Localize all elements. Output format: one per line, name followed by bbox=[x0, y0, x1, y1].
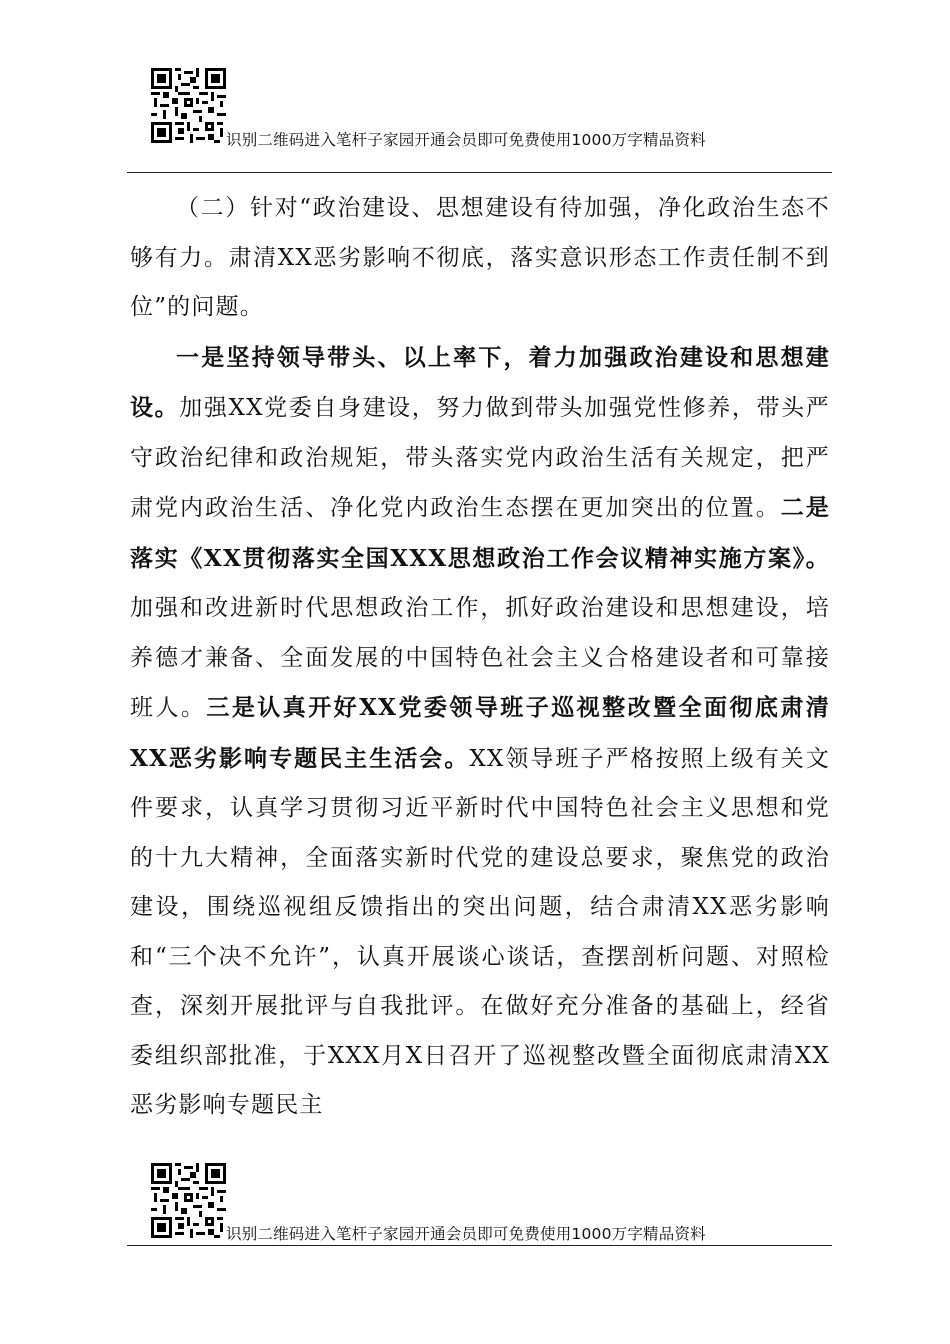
point-one-text: 加强XX党委自身建设，努力做到带头加强党性修养，带头严守政治纪律和政治规矩，带头落实党内政治生活有关规定，把严肃党内政治生活、净化党内政治生态摆在更加突出的位置。 bbox=[130, 395, 830, 521]
point-two-text: 加强和改进新时代思想政治工作，抓好政治建设和思想建设，培养德才兼备、全面发展的中国特色社会主义合格建设者和可靠接班人。 bbox=[130, 595, 830, 721]
body-paragraph bbox=[130, 333, 830, 1131]
point-two-title: 二是落实《XX贯彻落实全国XXX思想政治工作会议精神实施方案》。 bbox=[130, 494, 830, 572]
qr-code-icon bbox=[151, 1163, 226, 1238]
footer-caption: 识别二维码进入笔杆子家园开通会员即可免费使用1000万字精品资料 bbox=[226, 1225, 706, 1243]
page-footer bbox=[127, 1163, 832, 1253]
section-heading: （二）针对“政治建设、思想建设有待加强，净化政治生态不够有力。肃清XX恶劣影响不彻底，落实意识形态工作责任制不到位”的问题。 bbox=[130, 195, 830, 320]
point-one-title: 一是坚持领导带头、以上率下，着力加强政治建设和思想建设。 bbox=[130, 343, 830, 421]
document-body bbox=[130, 184, 830, 1131]
page-header bbox=[127, 68, 832, 178]
point-three-text: XX领导班子严格按照上级有关文件要求，认真学习贯彻习近平新时代中国特色社会主义思想和党的十九大精神，全面落实新时代党的建设总要求，聚焦党的政治建设，围绕巡视组反馈指出的突出问题，结合肃清XX恶劣影响和“三个决不允许”，认真开展谈心谈话，查摆剖析问题、对照检查，深刻开展批评与自我批评。在做好充分准备的基础上，经省委组织部批准，于XXX月X日召开了巡视整改暨全面彻底肃清XX恶劣影响专题民主 bbox=[130, 745, 830, 1118]
point-three-title: 三是认真开好XX党委领导班子巡视整改暨全面彻底肃清XX恶劣影响专题民主生活会。 bbox=[130, 694, 830, 772]
header-rule bbox=[127, 172, 832, 173]
footer-rule bbox=[127, 1245, 832, 1246]
header-caption: 识别二维码进入笔杆子家园开通会员即可免费使用1000万字精品资料 bbox=[226, 131, 706, 149]
qr-code-icon bbox=[151, 68, 226, 143]
